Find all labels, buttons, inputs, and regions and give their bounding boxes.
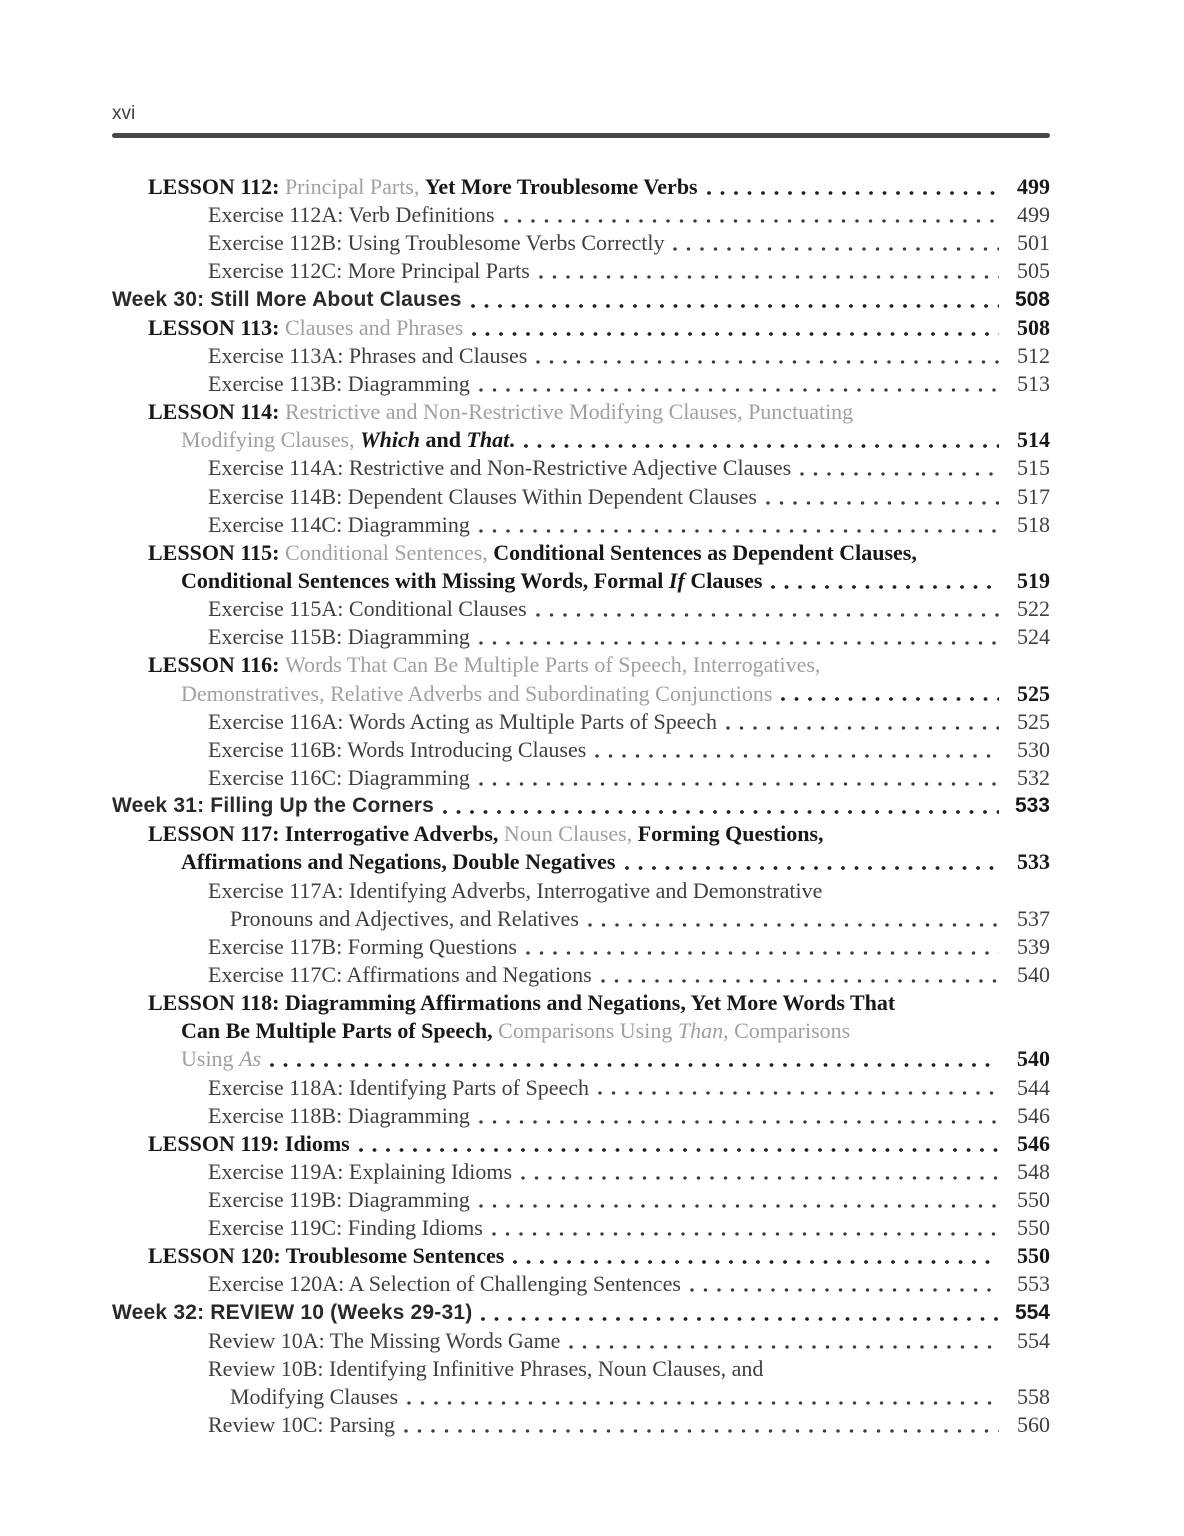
toc-text: Exercise 112A: Verb Definitions [208, 202, 495, 228]
page-number: 501 [1017, 230, 1050, 256]
page-number: 533 [1017, 849, 1050, 875]
page-number: 530 [1017, 736, 1050, 762]
page-number: 514 [1017, 427, 1050, 453]
page-number: 540 [1017, 1046, 1050, 1072]
toc-exercise-line [112, 1411, 1050, 1439]
toc-text: Than [677, 1018, 724, 1044]
dot-leader [724, 708, 1001, 736]
toc-text: Exercise 120A: A Selection of Challenging Sentences [208, 1271, 681, 1297]
toc-lesson-line [112, 314, 1050, 342]
toc-continuation-line [112, 426, 1050, 454]
toc-text: Clauses and Phrases [284, 314, 464, 340]
dot-leader [671, 229, 1001, 257]
toc-text: LESSON 114: [148, 399, 285, 425]
toc-exercise-line [112, 736, 1050, 764]
table-of-contents [112, 173, 1050, 1439]
toc-week-line [112, 792, 1050, 820]
toc-text: Week 32: REVIEW 10 (Weeks 29-31) [112, 1300, 473, 1324]
page-number: 525 [1017, 680, 1050, 706]
dot-leader [405, 1383, 1001, 1411]
toc-exercise-line [112, 595, 1050, 623]
dot-leader [490, 1214, 1001, 1242]
toc-text: Modifying Clauses [230, 1384, 399, 1410]
toc-exercise-line [112, 877, 1050, 905]
toc-exercise-line [112, 1214, 1050, 1242]
page-number: 546 [1017, 1130, 1050, 1156]
toc-text: Forming Questions, [637, 821, 824, 847]
toc-text: Exercise 119A: Explaining Idioms [208, 1158, 513, 1184]
toc-lesson-line [112, 539, 1050, 567]
page-number: 517 [1017, 483, 1050, 509]
toc-continuation-line [112, 680, 1050, 708]
toc-exercise-line [112, 454, 1050, 482]
toc-exercise-line [112, 764, 1050, 792]
dot-leader [477, 623, 1001, 651]
toc-exercise-line [112, 1270, 1050, 1298]
dot-leader [764, 483, 1001, 511]
page-number: 533 [1014, 794, 1050, 818]
dot-leader [402, 1411, 1001, 1439]
toc-text: Affirmations and Negations, Double Negatives [181, 849, 616, 875]
toc-text: Exercise 119B: Diagramming [208, 1187, 470, 1213]
dot-leader [357, 1130, 1001, 1158]
dot-leader [469, 286, 1001, 314]
toc-text: Exercise 115B: Diagramming [208, 624, 470, 650]
dot-leader [599, 961, 1001, 989]
page-number: 499 [1017, 174, 1050, 199]
toc-text: Exercise 112B: Using Troublesome Verbs Correctly [208, 230, 665, 256]
toc-text: Words That Can Be Multiple Parts of Speech, Interrogatives, [284, 652, 821, 678]
toc-text: Pronouns and Adjectives, and Relatives [230, 905, 579, 931]
toc-text: If [668, 567, 685, 593]
toc-text: That [466, 427, 510, 453]
dot-leader [511, 1242, 1001, 1270]
toc-text: Exercise 116A: Words Acting as Multiple Parts of Speech [208, 708, 718, 734]
toc-text: , Comparisons [723, 1018, 851, 1044]
toc-exercise-line [112, 257, 1050, 285]
toc-text: LESSON 115: [148, 539, 285, 565]
toc-week-line [112, 1299, 1050, 1327]
toc-exercise-line [112, 511, 1050, 539]
toc-exercise-line [112, 708, 1050, 736]
toc-text: LESSON 119: Idioms [148, 1130, 350, 1156]
toc-lesson-line [112, 989, 1050, 1017]
page-number: 508 [1014, 287, 1050, 311]
page-number: 550 [1017, 1243, 1050, 1269]
page-folio: xvi [112, 103, 136, 124]
toc-lesson-line [112, 651, 1050, 679]
dot-leader [688, 1270, 1001, 1298]
dot-leader [519, 1158, 1001, 1186]
toc-text: Exercise 113B: Diagramming [208, 370, 470, 396]
toc-text: . [509, 427, 515, 453]
dot-leader [534, 595, 1001, 623]
toc-text: LESSON 117: Interrogative Adverbs, [148, 821, 504, 847]
dot-leader [479, 1299, 1001, 1327]
toc-continuation-line [112, 1045, 1050, 1073]
page-number: 554 [1014, 1300, 1050, 1324]
toc-text: As [239, 1046, 262, 1072]
dot-leader [567, 1327, 1001, 1355]
toc-text: LESSON 120: Troublesome Sentences [148, 1243, 505, 1269]
toc-text: LESSON 113: [148, 314, 285, 340]
toc-exercise-line [112, 1355, 1050, 1383]
toc-text: LESSON 118: Diagramming Affirmations and Negations, Yet More Words That [148, 990, 896, 1016]
toc-exercise-line [112, 1074, 1050, 1102]
toc-exercise-line [112, 229, 1050, 257]
page-number: 550 [1017, 1215, 1050, 1241]
page-number: 548 [1017, 1158, 1050, 1184]
toc-text: Noun Clauses, [503, 821, 638, 847]
toc-text: Modifying Clauses, [181, 427, 361, 453]
toc-continuation-line [112, 848, 1050, 876]
toc-lesson-line [112, 1130, 1050, 1158]
toc-text: Principal Parts, [284, 174, 425, 199]
toc-text: Review 10B: Identifying Infinitive Phrases, Noun Clauses, and [208, 1355, 764, 1381]
toc-text: Exercise 118A: Identifying Parts of Speech [208, 1074, 590, 1100]
toc-text: Conditional Sentences, [284, 539, 494, 565]
dot-leader [477, 370, 1001, 398]
toc-exercise-line [112, 483, 1050, 511]
page-number: 515 [1017, 455, 1050, 481]
dot-leader [524, 933, 1001, 961]
dot-leader [477, 764, 1001, 792]
dot-leader [522, 426, 1001, 454]
page-number: 512 [1017, 342, 1050, 368]
toc-text: Review 10A: The Missing Words Game [208, 1327, 561, 1353]
toc-text: Exercise 117C: Affirmations and Negations [208, 961, 592, 987]
toc-week-line [112, 286, 1050, 314]
page-number: 525 [1017, 708, 1050, 734]
toc-continuation-line [112, 905, 1050, 933]
dot-leader [477, 1102, 1001, 1130]
toc-continuation-line [112, 1383, 1050, 1411]
toc-text: Conditional Sentences with Missing Words, Formal [181, 567, 669, 593]
page-number: 508 [1017, 314, 1050, 340]
toc-lesson-line [112, 173, 1050, 201]
page-number: 560 [1017, 1412, 1050, 1438]
dot-leader [534, 342, 1001, 370]
toc-text: Exercise 113A: Phrases and Clauses [208, 342, 528, 368]
dot-leader [779, 680, 1001, 708]
toc-text: Exercise 117B: Forming Questions [208, 933, 517, 959]
toc-text: Exercise 112C: More Principal Parts [208, 258, 530, 284]
toc-text: Exercise 118B: Diagramming [208, 1102, 470, 1128]
page-number: 537 [1017, 905, 1050, 931]
toc-lesson-line [112, 820, 1050, 848]
toc-exercise-line [112, 1158, 1050, 1186]
page-number: 532 [1017, 764, 1050, 790]
page-number: 505 [1017, 258, 1050, 284]
dot-leader [798, 454, 1001, 482]
dot-leader [769, 567, 1001, 595]
toc-text: Clauses [684, 567, 763, 593]
toc-text: Exercise 117A: Identifying Adverbs, Interrogative and Demonstrative [208, 877, 823, 903]
dot-leader [470, 314, 1001, 342]
toc-exercise-line [112, 342, 1050, 370]
page-number: 524 [1017, 624, 1050, 650]
toc-text: Exercise 116B: Words Introducing Clauses [208, 736, 587, 762]
toc-text: LESSON 116: [148, 652, 285, 678]
page-number: 499 [1017, 202, 1050, 228]
page-number: 539 [1017, 933, 1050, 959]
toc-text: Restrictive and Non-Restrictive Modifying Clauses, Punctuating [284, 399, 854, 425]
dot-leader [586, 905, 1001, 933]
dot-leader [596, 1074, 1001, 1102]
dot-leader [537, 257, 1001, 285]
page-number: 550 [1017, 1187, 1050, 1213]
toc-text: Exercise 114C: Diagramming [208, 511, 470, 537]
page-number: 513 [1017, 370, 1050, 396]
toc-text: Conditional Sentences as Dependent Clauses, [493, 539, 917, 565]
dot-leader [623, 848, 1002, 876]
toc-text: and [419, 427, 467, 453]
toc-text: Using [181, 1046, 240, 1072]
page-number: 553 [1017, 1271, 1050, 1297]
page-number: 546 [1017, 1102, 1050, 1128]
toc-text: Review 10C: Parsing [208, 1412, 395, 1438]
dot-leader [502, 201, 1001, 229]
toc-text: Exercise 119C: Finding Idioms [208, 1215, 483, 1241]
page-number: 519 [1017, 567, 1050, 593]
toc-exercise-line [112, 1102, 1050, 1130]
dot-leader [441, 792, 1001, 820]
toc-lesson-line [112, 1242, 1050, 1270]
dot-leader [477, 1186, 1001, 1214]
toc-text: Exercise 114A: Restrictive and Non-Restrictive Adjective Clauses [208, 455, 792, 481]
toc-text: Comparisons Using [498, 1018, 678, 1044]
toc-text: Can Be Multiple Parts of Speech, [181, 1018, 499, 1044]
page-number: 558 [1017, 1384, 1050, 1410]
toc-text: Yet More Troublesome Verbs [424, 174, 698, 199]
toc-text: Week 31: Filling Up the Corners [112, 794, 435, 818]
toc-text: Exercise 116C: Diagramming [208, 764, 470, 790]
dot-leader [705, 173, 1001, 201]
toc-text: Exercise 115A: Conditional Clauses [208, 596, 527, 622]
toc-continuation-line [112, 1017, 1050, 1045]
toc-continuation-line [112, 567, 1050, 595]
toc-text: Week 30: Still More About Clauses [112, 287, 462, 311]
toc-exercise-line [112, 1327, 1050, 1355]
toc-text: Which [360, 427, 420, 453]
toc-exercise-line [112, 1186, 1050, 1214]
page-number: 544 [1017, 1074, 1050, 1100]
page-number: 554 [1017, 1327, 1050, 1353]
toc-exercise-line [112, 933, 1050, 961]
toc-text: Demonstratives, Relative Adverbs and Subordinating Conjunctions [181, 680, 773, 706]
page-number: 522 [1017, 596, 1050, 622]
toc-exercise-line [112, 623, 1050, 651]
header-rule [112, 133, 1050, 138]
toc-text: LESSON 112: [148, 174, 285, 199]
toc-lesson-line [112, 398, 1050, 426]
toc-exercise-line [112, 961, 1050, 989]
dot-leader [268, 1045, 1001, 1073]
dot-leader [593, 736, 1001, 764]
page-number: 540 [1017, 961, 1050, 987]
toc-exercise-line [112, 370, 1050, 398]
toc-exercise-line [112, 201, 1050, 229]
dot-leader [477, 511, 1001, 539]
toc-text: Exercise 114B: Dependent Clauses Within Dependent Clauses [208, 483, 757, 509]
page-number: 518 [1017, 511, 1050, 537]
